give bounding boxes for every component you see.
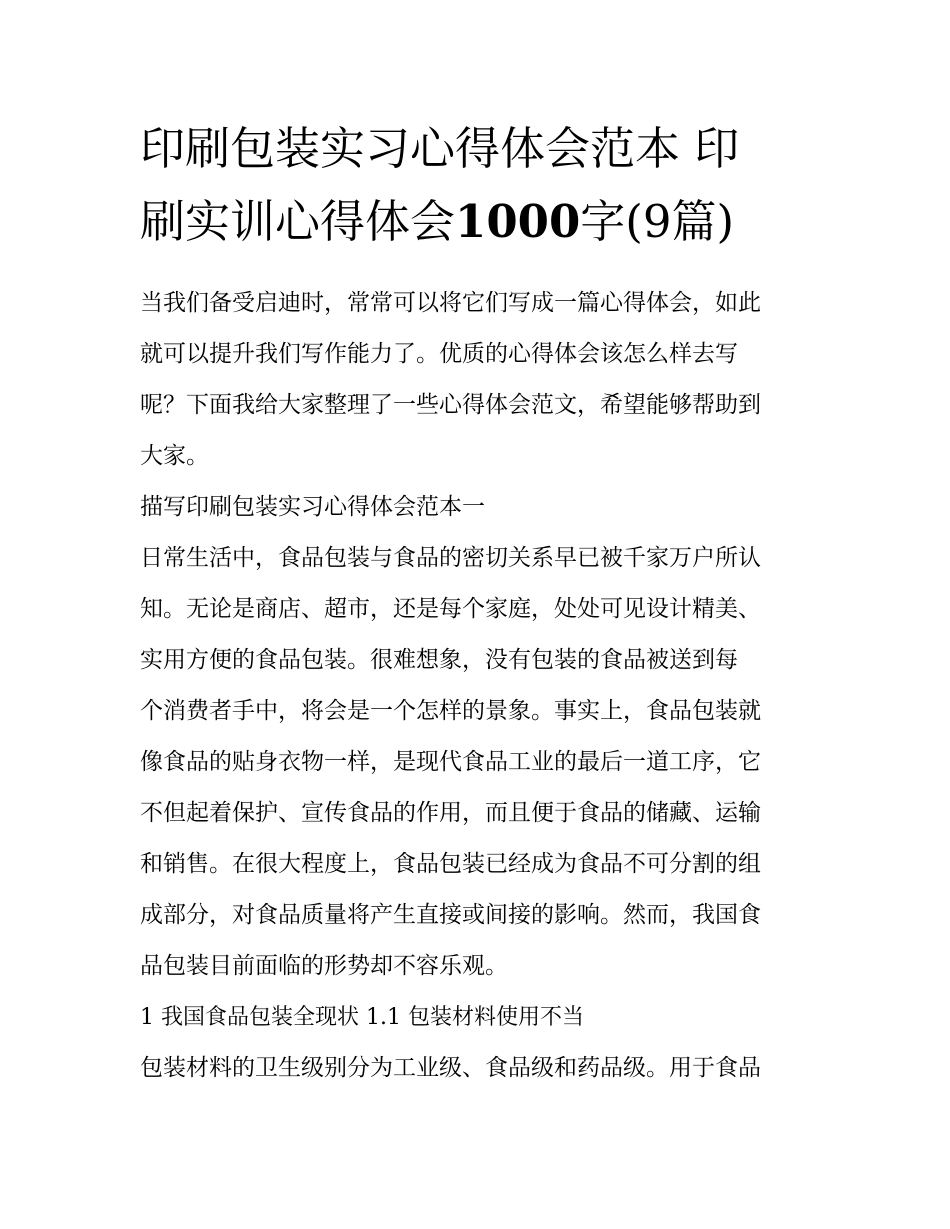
paragraph-line: 个消费者手中，将会是一个怎样的景象。事实上，食品包装就 bbox=[140, 698, 761, 724]
paragraph-1 bbox=[140, 533, 820, 992]
title-line-2-suffix: 字(9篇) bbox=[580, 195, 735, 248]
paragraph-line: 不但起着保护、宣传食品的作用，而且便于食品的储藏、运输 bbox=[140, 800, 761, 826]
title-line-2 bbox=[140, 185, 820, 258]
paragraph-line: 品包装目前面临的形势却不容乐观。 bbox=[140, 953, 508, 979]
paragraph-line: 就可以提升我们写作能力了。优质的心得体会该怎么样去写 bbox=[140, 341, 738, 367]
title-line-2-text: 刷实训心得体会 bbox=[140, 195, 456, 248]
paragraph-line: 包装材料的卫生级别分为工业级、食品级和药品级。用于食品 bbox=[140, 1055, 761, 1081]
paragraph-line: 像食品的贴身衣物一样，是现代食品工业的最后一道工序，它 bbox=[140, 749, 761, 775]
subheading: 1 我国食品包装全现状 1.1 包装材料使用不当 bbox=[140, 1005, 584, 1030]
paragraph-line: 大家。 bbox=[140, 443, 209, 469]
paragraph-line: 当我们备受启迪时，常常可以将它们写成一篇心得体会，如此 bbox=[140, 290, 761, 316]
paragraph-line: 成部分，对食品质量将产生直接或间接的影响。然而，我国食 bbox=[140, 902, 761, 928]
paragraph-line: 呢？下面我给大家整理了一些心得体会范文，希望能够帮助到 bbox=[140, 392, 761, 418]
title-word-count: 1000 bbox=[455, 195, 581, 248]
paragraph-line: 实用方便的食品包装。很难想象，没有包装的食品被送到每 bbox=[140, 647, 738, 673]
section-heading: 描写印刷包装实习心得体会范本一 bbox=[140, 494, 485, 520]
paragraph-2 bbox=[140, 1043, 820, 1094]
document-body bbox=[140, 278, 820, 1094]
document-title bbox=[140, 112, 820, 258]
paragraph-line: 和销售。在很大程度上，食品包装已经成为食品不可分割的组 bbox=[140, 851, 761, 877]
intro-paragraph bbox=[140, 278, 820, 482]
paragraph-line: 日常生活中，食品包装与食品的密切关系早已被千家万户所认 bbox=[140, 545, 761, 571]
paragraph-line: 知。无论是商店、超市，还是每个家庭，处处可见设计精美、 bbox=[140, 596, 761, 622]
title-line-1: 印刷包装实习心得体会范本 印 bbox=[140, 122, 740, 175]
